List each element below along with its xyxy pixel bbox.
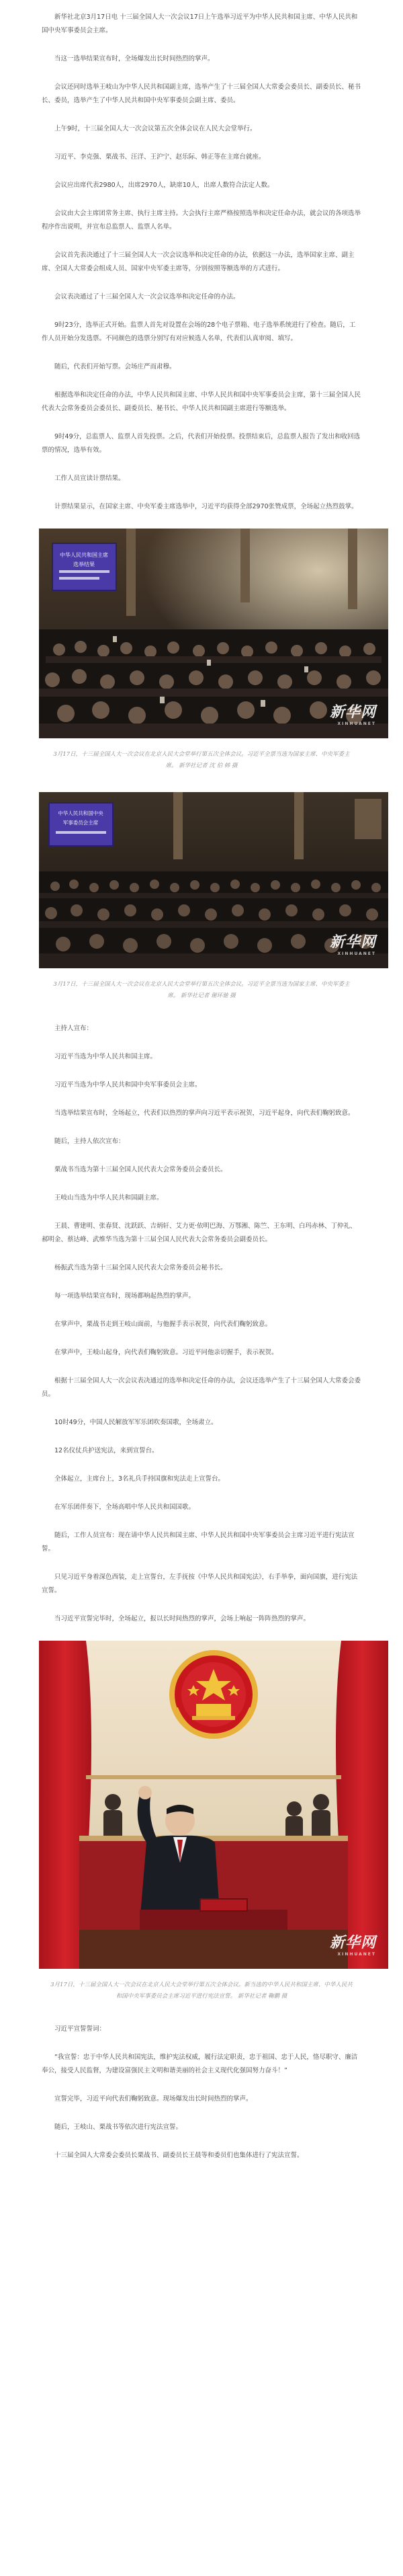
watermark-subtext: XINHUANET <box>337 951 376 956</box>
paragraph: 习近平、李克强、栗战书、汪洋、王沪宁、赵乐际、韩正等在主席台就座。 <box>54 153 265 161</box>
paragraph: 9时49分，总监票人、监票人首先投票。之后，代表们开始投票。投票结束后，总监票人报告了发出和收回选票的情况，选举有效。 <box>42 433 361 454</box>
news-photo-vote-result-1 <box>39 529 388 738</box>
paragraph: 宣誓完毕，习近平向代表们鞠躬致意。现场爆发出长时间热烈的掌声。 <box>54 2095 253 2103</box>
watermark-logo <box>330 1931 376 1957</box>
paragraph: 在掌声中，栗战书走到王岐山面前，与他握手表示祝贺，向代表们鞠躬致意。 <box>54 1321 272 1328</box>
paragraph-group-results <box>42 1022 361 1626</box>
watermark-logo <box>330 701 376 726</box>
national-emblem-icon <box>172 1653 255 1736</box>
paragraph: 会议首先表决通过了十三届全国人大一次会议选举和决定任命的办法，依据这一办法，选举国家主席、副主席、全国人大常委会组成人员、国家中央军委主席等，分别按照等额选举的方式进行。 <box>42 251 355 272</box>
screen-text: 选举结果 <box>73 561 95 568</box>
oath-photo-illustration <box>39 1641 388 1969</box>
screen-text: 中华人民共和国中央 <box>58 810 103 816</box>
paragraph: 当选举结果宣布时，全场起立，代表们以热烈的掌声向习近平表示祝贺，习近平起身，向代表们鞠躬致意。 <box>54 1109 355 1117</box>
paragraph: 根据选举和决定任命的办法，中华人民共和国主席、中华人民共和国中央军事委员会主席，第十三届全国人民代表大会常务委员会委员长、副委员长、秘书长、中华人民共和国副主席进行等额选举。 <box>42 391 361 412</box>
paragraph: 每一项选举结果宣布时，现场都响起热烈的掌声。 <box>54 1292 195 1300</box>
paragraph: 在军乐团伴奏下，全场高唱中华人民共和国国歌。 <box>54 1504 195 1511</box>
paragraph: 栗战书当选为第十三届全国人民代表大会常务委员会委员长。 <box>54 1166 227 1173</box>
watermark-logo <box>330 931 376 956</box>
paragraph: 9时23分，选举正式开始。监票人首先对设置在会场的28个电子票箱、电子选举系统进行了检查。随后，工作人员开始分发选票。不同颜色的选票分别写有对应候选人名单，代表们认真审阅、填写。 <box>42 321 356 342</box>
paragraph: 随后，王岐山、栗战书等依次进行宪法宣誓。 <box>54 2123 183 2131</box>
news-photo-oath <box>39 1641 388 1969</box>
paragraph: 随后，代表们开始写票。会场庄严而肃穆。 <box>54 363 176 370</box>
paragraph: 习近平当选为中华人民共和国中央军事委员会主席。 <box>54 1081 202 1089</box>
photo-caption: 3月17日，十三届全国人大一次会议在北京人民大会堂举行第五次全体会议。习近平全票当选为国家主席、中央军委主席。 新华社记者 谢环驰 摄 <box>53 981 350 999</box>
paragraph: 全体起立，主席台上，3名礼兵手持国旗和宪法走上宣誓台。 <box>54 1475 225 1483</box>
paragraph: 在掌声中，王岐山起身，向代表们鞠躬致意。习近平同他亲切握手，表示祝贺。 <box>54 1349 278 1356</box>
paragraph-group-oath <box>42 2023 361 2162</box>
paragraph-group-intro <box>42 11 361 514</box>
screen-text: 军事委员会主席 <box>62 820 99 826</box>
paragraph: 杨振武当选为第十三届全国人民代表大会常务委员会秘书长。 <box>54 1264 227 1272</box>
photo-caption: 3月17日，十三届全国人大一次会议在北京人民大会堂举行第五次全体会议。新当选的中华人民共和国主席、中华人民共和国中央军事委员会主席习近平进行宪法宣誓。 新华社记者 鞠鹏 摄 <box>50 1982 353 2000</box>
paragraph: 上午9时，十三届全国人大一次会议第五次全体会议在人民大会堂举行。 <box>54 125 257 132</box>
paragraph: “我宣誓：忠于中华人民共和国宪法，维护宪法权威，履行法定职责，忠于祖国、忠于人民，恪尽职守、廉洁奉公，接受人民监督，为建设富强民主文明和谐美丽的社会主义现代化强国努力奋斗！” <box>42 2054 358 2074</box>
paragraph: 王晨、曹建明、张春贤、沈跃跃、吉炳轩、艾力更·依明巴海、万鄂湘、陈竺、王东明、白玛赤林、丁仲礼、郝明金、蔡达峰、武维华当选为第十三届全国人民代表大会常务委员会副委员长。 <box>42 1222 357 1243</box>
paragraph: 只见习近平身着深色西装，走上宣誓台，左手抚按《中华人民共和国宪法》，右手举拳，面向国旗，进行宪法宣誓。 <box>42 1573 358 1594</box>
paragraph: 根据十三届全国人大一次会议表决通过的选举和决定任命的办法，会议还选举产生了十三届全国人大常委会委员。 <box>42 1377 361 1398</box>
paragraph: 新华社北京3月17日电 十三届全国人大一次会议17日上午选举习近平为中华人民共和国主席、中华人民共和国中央军事委员会主席。 <box>42 13 358 34</box>
watermark-subtext: XINHUANET <box>337 1952 376 1957</box>
paragraph: 随后，主持人依次宣布： <box>54 1138 125 1145</box>
paragraph: 当这一选举结果宣布时，全场爆发出长时间热烈的掌声。 <box>54 55 214 63</box>
paragraph: 会议还同时选举王岐山为中华人民共和国副主席，选举产生了十三届全国人大常委会委员长、副委员长、秘书长、委员，选举产生了中华人民共和国中央军事委员会副主席、委员。 <box>42 83 361 104</box>
watermark-subtext: XINHUANET <box>337 721 376 726</box>
paragraph: 王岐山当选为中华人民共和国副主席。 <box>54 1194 163 1202</box>
paragraph: 习近平当选为中华人民共和国主席。 <box>54 1053 157 1060</box>
paragraph: 当习近平宣誓完毕时，全场起立，报以长时间热烈的掌声，会场上响起一阵阵热烈的掌声。 <box>54 1615 310 1623</box>
paragraph: 计票结果显示，在国家主席、中央军委主席选举中，习近平均获得全部2970张赞成票，全场起立热烈鼓掌。 <box>54 503 358 510</box>
paragraph: 会议由大会主席团常务主席、执行主席主持。大会执行主席严格按照选举和决定任命办法，就会议的各项选举程序作出说明，并宣布总监票人、监票人名单。 <box>42 210 361 231</box>
paragraph: 10时49分，中国人民解放军军乐团吹奏国歌，全场肃立。 <box>54 1419 218 1426</box>
paragraph: 随后，工作人员宣布：现在请中华人民共和国主席、中华人民共和国中央军事委员会主席习近平进行宪法宣誓。 <box>42 1532 355 1553</box>
watermark-text: 新华网 <box>329 1935 376 1951</box>
paragraph: 12名仪仗兵护送宪法，来到宣誓台。 <box>54 1447 159 1454</box>
screen-text: 中华人民共和国主席 <box>60 552 108 558</box>
paragraph: 十三届全国人大常委会委员长栗战书、副委员长王晨等和委员们也集体进行了宪法宣誓。 <box>54 2152 304 2159</box>
paragraph: 工作人员宣读计票结果。 <box>54 475 125 482</box>
photo-caption: 3月17日，十三届全国人大一次会议在北京人民大会堂举行第五次全体会议。习近平全票当选为国家主席、中央军委主席。 新华社记者 沈 伯 韩 摄 <box>53 751 350 769</box>
watermark-text: 新华网 <box>329 934 376 951</box>
paragraph: 习近平宣誓誓词： <box>54 2025 106 2033</box>
paragraph: 会议表决通过了十三届全国人大一次会议选举和决定任命的办法。 <box>54 293 240 301</box>
watermark-text: 新华网 <box>329 704 376 721</box>
paragraph: 主持人宣布： <box>54 1025 93 1032</box>
paragraph: 会议应出席代表2980人，出席2970人，缺席10人，出席人数符合法定人数。 <box>54 182 274 189</box>
news-photo-vote-result-2 <box>39 792 388 968</box>
